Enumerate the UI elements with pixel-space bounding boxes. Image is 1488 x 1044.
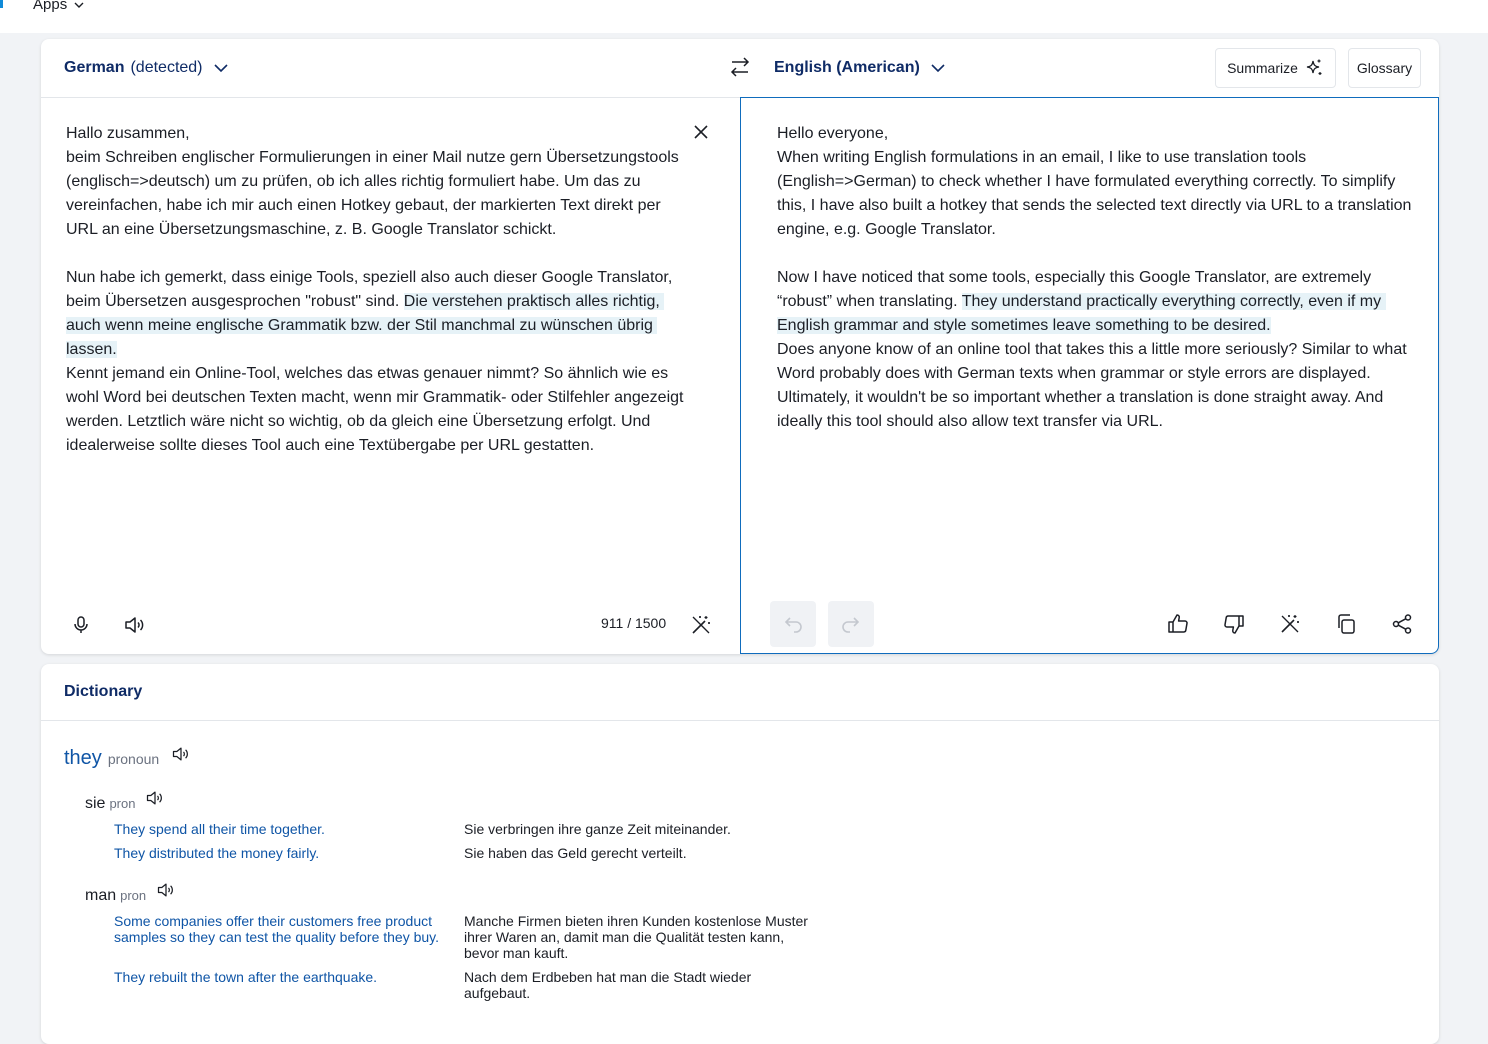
thumbs-up-icon[interactable] — [1166, 612, 1190, 636]
source-pane — [41, 98, 740, 654]
sense-word: man — [85, 887, 117, 904]
headword-pos: pronoun — [107, 751, 160, 767]
source-language-label: German — [64, 59, 125, 76]
target-language-label: English (American) — [774, 59, 920, 76]
source-language-selector[interactable] — [64, 59, 229, 77]
close-icon[interactable] — [692, 123, 710, 141]
undo-button[interactable] — [770, 601, 816, 647]
sense-entry — [85, 788, 165, 813]
target-text-part: Hello everyone, When writing English formulations in an email, I like to use translation tools (English=>German) to check whether I have formulated everything correctly. To simplify this, I have also built a hotkey that sends the selected text directly via URL to a translation engine, e.g. Google Translator. Now I have noticed that some tools, especially this Google Translator, are extremely “robust” when translating. — [777, 125, 1412, 310]
detected-label: (detected) — [130, 59, 203, 76]
example-german: Sie haben das Geld gerecht verteilt. — [464, 845, 687, 861]
headword-entry — [64, 744, 191, 770]
undo-icon — [781, 612, 805, 636]
speaker-icon[interactable] — [123, 613, 147, 637]
redo-icon — [839, 612, 863, 636]
apps-menu[interactable] — [33, 0, 85, 13]
dictionary-card — [41, 664, 1439, 1044]
sense-pos: pron — [109, 796, 136, 811]
summarize-label: Summarize — [1227, 60, 1298, 76]
target-text-area — [777, 122, 1417, 434]
source-text-area[interactable] — [66, 122, 696, 458]
magic-wand-icon[interactable] — [689, 613, 713, 637]
microphone-icon[interactable] — [69, 613, 93, 637]
translator-card — [41, 39, 1439, 654]
swap-languages-icon[interactable] — [729, 55, 751, 79]
copy-icon[interactable] — [1334, 612, 1358, 636]
speaker-icon[interactable] — [171, 744, 191, 764]
summarize-button[interactable] — [1215, 48, 1336, 88]
example-german: Manche Firmen bieten ihren Kunden kostenlose Muster ihrer Waren an, damit man die Qualität testen kann, bevor man kauft. — [464, 913, 808, 961]
glossary-button[interactable] — [1348, 48, 1421, 88]
glossary-label: Glossary — [1356, 60, 1413, 76]
apps-label: Apps — [33, 0, 68, 13]
sparkle-icon — [1304, 58, 1324, 78]
sense-pos: pron — [120, 888, 147, 903]
thumbs-down-icon[interactable] — [1222, 612, 1246, 636]
redo-button[interactable] — [828, 601, 874, 647]
chevron-down-icon — [73, 0, 85, 11]
target-pane — [740, 97, 1439, 654]
target-text-part: Does anyone know of an online tool that takes this a little more seriously? Similar to what Word probably does with German texts when grammar or style errors are displayed. Ultimately, it wouldn't be so important whether a translation is done straight away. And ideally this tool should also allow text transfer via URL. — [777, 341, 1407, 430]
speaker-icon[interactable] — [145, 788, 165, 808]
dictionary-header — [41, 664, 1439, 721]
example-english[interactable]: Some companies offer their customers free product samples so they can test the quality before they buy. — [114, 913, 440, 945]
character-counter: 911 / 1500 — [601, 615, 667, 631]
example-german: Nach dem Erdbeben hat man die Stadt wieder aufgebaut. — [464, 969, 752, 1001]
chevron-down-icon — [213, 60, 229, 76]
chevron-down-icon — [930, 60, 946, 76]
translator-header — [41, 39, 1439, 98]
target-highlighted-sentence: They understand practically everything correctly, even if my English grammar and style sometimes leave something to be desired. — [777, 293, 1386, 334]
dictionary-title: Dictionary — [64, 683, 143, 700]
example-english[interactable]: They rebuilt the town after the earthquake. — [114, 969, 378, 985]
share-icon[interactable] — [1390, 612, 1414, 636]
source-text-part: Kennt jemand ein Online-Tool, welches das etwas genauer nimmt? So ähnlich wie es wohl Word bei deutschen Texten macht, wenn mir Grammatik- oder Stilfehler angezeigt werden. Letztlich wäre nicht so wichtig, ob da gleich eine Übersetzung erfolgt. Und idealerweise sollte dieses Tool auch eine Textübergabe per URL gestatten. — [66, 365, 684, 454]
sense-word: sie — [85, 795, 106, 812]
source-highlighted-sentence: Die verstehen praktisch alles richtig, auch wenn meine englische Grammatik bzw. der Stil manchmal zu wünschen übrig lassen. — [66, 293, 665, 358]
example-english[interactable]: They distributed the money fairly. — [114, 845, 320, 861]
headword: they — [64, 747, 102, 769]
sense-entry — [85, 880, 176, 905]
example-german: Sie verbringen ihre ganze Zeit miteinander. — [464, 821, 731, 837]
magic-wand-icon[interactable] — [1278, 612, 1302, 636]
target-language-selector[interactable] — [774, 59, 946, 77]
top-bar — [0, 0, 1488, 33]
speaker-icon[interactable] — [156, 880, 176, 900]
accent-strip — [0, 0, 3, 8]
source-text-part: Hallo zusammen, beim Schreiben englischer Formulierungen in einer Mail nutze gern Übersetzungstools (englisch=>deutsch) um zu prüfen, ob ich alles richtig formuliert habe. Um das zu vereinfachen, habe ich mir auch einen Hotkey gebaut, der markierten Text direkt per URL an eine Übersetzungsmaschine, z. B. Google Translator schickt. Nun habe ich gemerkt, dass einige Tools, speziell also auch dieser Google Translator, beim Übersetzen ausgesprochen "robust" sind. — [66, 125, 679, 310]
example-english[interactable]: They spend all their time together. — [114, 821, 325, 837]
